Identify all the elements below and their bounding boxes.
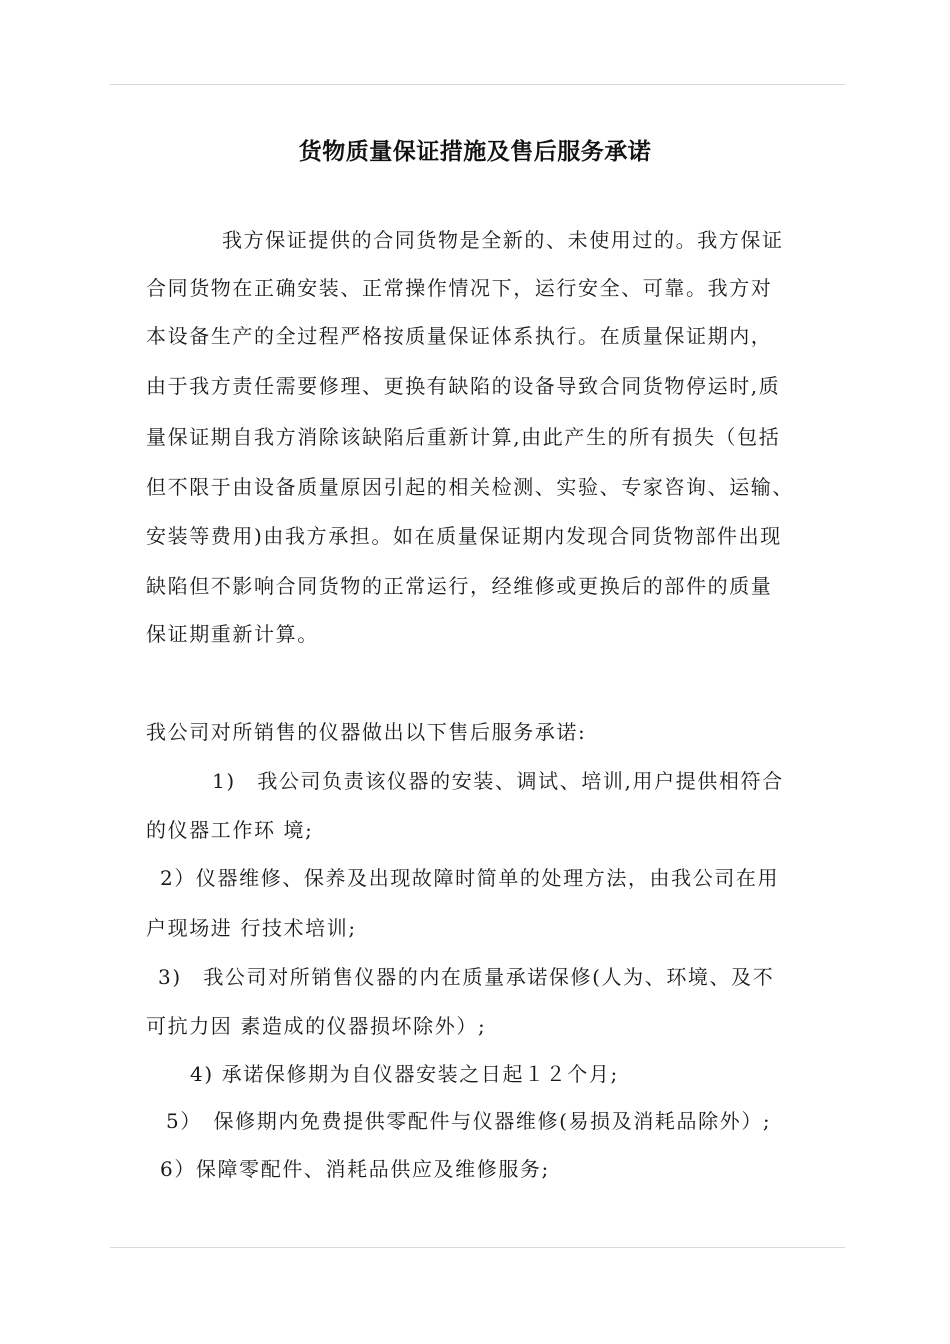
list-item: 4) 承诺保修期为自仪器安装之日起１２个月; bbox=[190, 1062, 619, 1086]
paragraph-line: 量保证期自我方消除该缺陷后重新计算,由此产生的所有损失（包括 bbox=[146, 425, 781, 449]
top-divider bbox=[110, 84, 845, 85]
list-item: 3) 我公司对所销售仪器的内在质量承诺保修(人为、环境、及不 bbox=[158, 965, 775, 989]
list-item: 的仪器工作环 境; bbox=[146, 818, 314, 842]
paragraph-line: 保证期重新计算。 bbox=[146, 622, 319, 646]
list-item: 户现场进 行技术培训; bbox=[146, 916, 357, 940]
list-item: 可抗力因 素造成的仪器损坏除外）; bbox=[146, 1014, 487, 1038]
paragraph-line: 缺陷但不影响合同货物的正常运行，经维修或更换后的部件的质量 bbox=[146, 574, 773, 598]
list-item: 2）仪器维修、保养及出现故障时简单的处理方法，由我公司在用 bbox=[160, 866, 780, 890]
paragraph-line: 安装等费用)由我方承担。如在质量保证期内发现合同货物部件出现 bbox=[146, 524, 782, 548]
document-title: 货物质量保证措施及售后服务承诺 bbox=[298, 139, 652, 165]
service-intro: 我公司对所销售的仪器做出以下售后服务承诺: bbox=[146, 720, 587, 744]
list-item: 5） 保修期内免费提供零配件与仪器维修(易损及消耗品除外）; bbox=[166, 1109, 772, 1133]
paragraph-line: 我方保证提供的合同货物是全新的、未使用过的。我方保证 bbox=[222, 228, 784, 252]
list-item: 1) 我公司负责该仪器的安装、调试、培训,用户提供相符合 bbox=[212, 769, 784, 793]
list-item: 6）保障零配件、消耗品供应及维修服务; bbox=[160, 1157, 550, 1181]
paragraph-line: 由于我方责任需要修理、更换有缺陷的设备导致合同货物停运时,质 bbox=[146, 374, 781, 398]
paragraph-line: 本设备生产的全过程严格按质量保证体系执行。在质量保证期内， bbox=[146, 324, 773, 348]
bottom-divider bbox=[110, 1247, 845, 1248]
paragraph-line: 合同货物在正确安装、正常操作情况下，运行安全、可靠。我方对 bbox=[146, 276, 773, 300]
paragraph-line: 但不限于由设备质量原因引起的相关检测、实验、专家咨询、运输、 bbox=[146, 475, 794, 499]
